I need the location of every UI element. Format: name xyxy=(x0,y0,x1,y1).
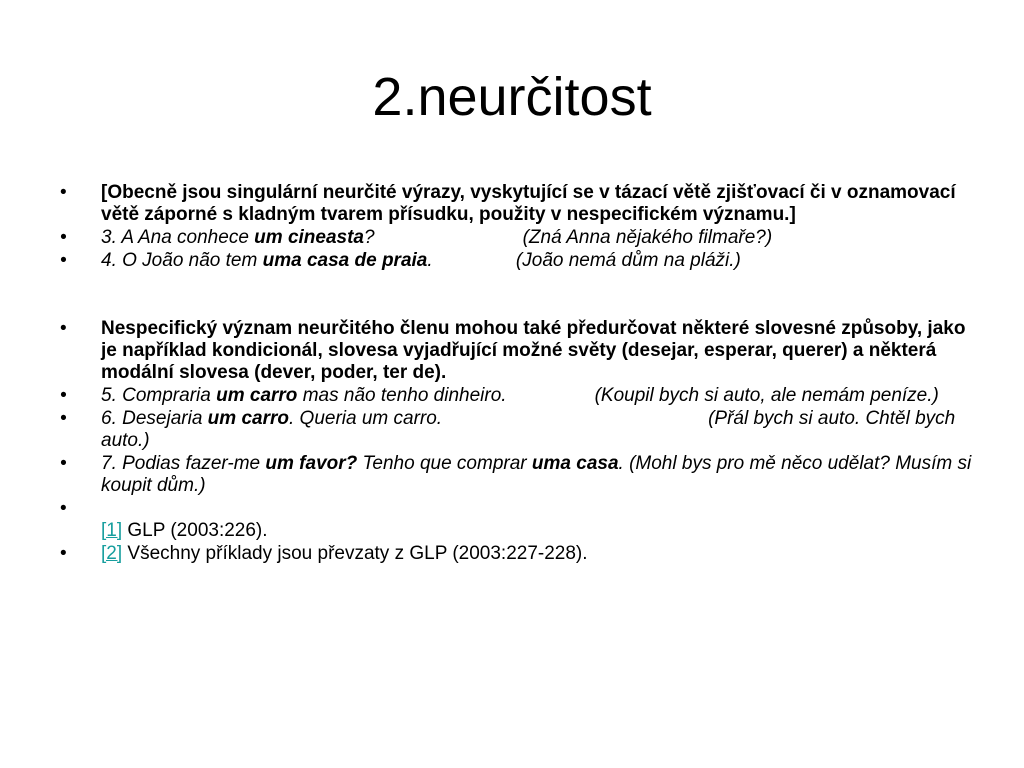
example-bold: um favor? xyxy=(265,453,358,474)
example-text: 4. O João não tem xyxy=(101,250,263,271)
example-text: 6. Desejaria xyxy=(101,408,208,429)
example-bold: uma casa xyxy=(531,453,619,474)
example-text: . (Mohl bys pro mě něco udělat? Musím si koupit dům.) xyxy=(101,453,972,496)
example-bold: um cineasta xyxy=(254,227,364,248)
slide-title: 2.neurčitost xyxy=(372,67,652,127)
list-item xyxy=(60,227,980,249)
bullet-icon: • xyxy=(60,408,67,429)
footnote-text: Všechny příklady jsou převzaty z GLP (2003:227-228). xyxy=(122,543,588,564)
list-item-empty xyxy=(60,498,980,542)
list-item xyxy=(60,250,980,272)
example-text: . Queria um carro. xyxy=(288,408,443,429)
example-text: . xyxy=(427,250,433,271)
bullet-icon: • xyxy=(60,498,67,519)
example-bold: uma casa de praia xyxy=(262,250,428,271)
list-item xyxy=(60,385,980,407)
bullet-icon: • xyxy=(60,453,67,474)
footnote-link[interactable]: [2] xyxy=(101,543,123,564)
spacer xyxy=(60,273,980,318)
translation-text: (João nemá dům na pláži.) xyxy=(510,250,741,271)
list-item xyxy=(60,453,980,497)
example-text: 3. A Ana conhece xyxy=(101,227,255,248)
footnote-link[interactable]: [1] xyxy=(101,520,123,541)
example-text: ? xyxy=(364,227,375,248)
bullet-icon: • xyxy=(60,250,67,271)
definition-text: Nespecifický význam neurčitého členu mohou také předurčovat některé slovesné způsoby, jako je například kondicionál, slovesa vyjadřující možné světy (desejar, esperar, querer) a některá modální slovesa (dever, poder, ter de). xyxy=(101,318,966,383)
bullet-icon: • xyxy=(60,385,67,406)
bullet-icon: • xyxy=(60,227,67,248)
bullet-icon: • xyxy=(60,182,67,203)
list-item xyxy=(60,543,980,565)
translation-text: (Koupil bych si auto, ale nemám peníze.) xyxy=(594,385,939,406)
example-text: 7. Podias fazer-me xyxy=(101,453,266,474)
footnote-text: GLP (2003:226). xyxy=(122,520,268,541)
example-text: 5. Compraria xyxy=(101,385,217,406)
bullet-icon: • xyxy=(60,318,67,339)
bullet-icon: • xyxy=(60,543,67,564)
example-bold: um carro xyxy=(216,385,298,406)
list-item xyxy=(60,182,980,226)
translation-text: (Přál bych si auto. Chtěl bych auto.) xyxy=(101,408,956,451)
translation-text: (Zná Anna nějakého filmaře?) xyxy=(522,227,773,248)
example-bold: um carro xyxy=(207,408,289,429)
example-text: mas não tenho dinheiro. xyxy=(297,385,507,406)
list-item xyxy=(60,408,980,452)
list-item xyxy=(60,318,980,384)
example-text: Tenho que comprar xyxy=(357,453,532,474)
bullet-list xyxy=(60,182,980,566)
definition-text: [Obecně jsou singulární neurčité výrazy, vyskytující se v tázací větě zjišťovací či v oznamovací větě záporné s kladným tvarem přísudku, použity v nespecifickém významu.] xyxy=(101,182,956,225)
